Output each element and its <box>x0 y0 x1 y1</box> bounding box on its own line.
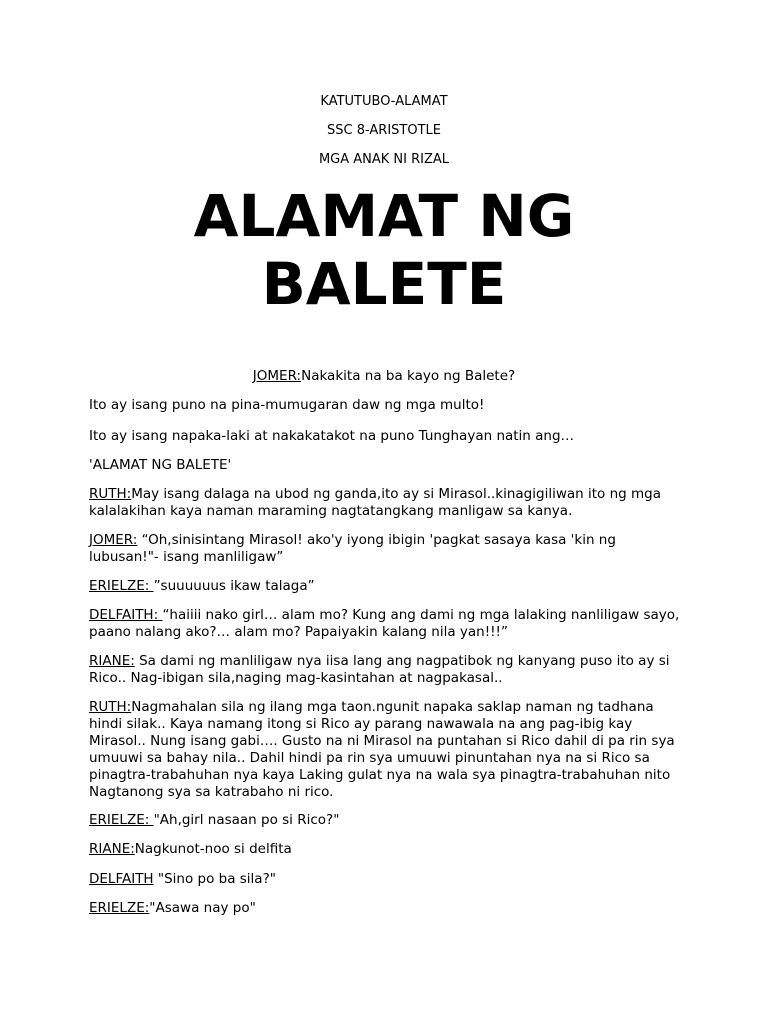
title-line-2: BALETE <box>261 250 507 318</box>
paragraph-4: 'ALAMAT NG BALETE' <box>89 457 232 473</box>
title-line-1: ALAMAT NG <box>193 182 575 250</box>
header-line-3: MGA ANAK NI RIZAL <box>318 152 450 167</box>
speaker-label: RIANE: <box>89 841 135 857</box>
paragraph-8 <box>89 607 689 641</box>
paragraph-text: Nagkunot-noo si delfita <box>134 841 292 857</box>
paragraph-text: "Asawa nay po" <box>149 900 256 916</box>
speaker-label: RIANE: <box>89 653 135 669</box>
paragraph-1 <box>0 368 768 385</box>
paragraph-text: Sa dami ng manliligaw nya iisa lang ang nagpatibok ng kanyang puso ito ay si Rico.. Nag-ibigan sila,naging mag-kasintahan at nagpakasal.. <box>89 653 670 686</box>
speaker-label: ERIELZE: <box>89 812 154 828</box>
paragraph-text: “haiiii nako girl… alam mo? Kung ang dami ng mga lalaking nanliligaw sayo, paano nalang ako?… alam mo? Papaiyakin kalang nila yan!!!” <box>89 607 680 640</box>
paragraph-14 <box>89 900 689 917</box>
speaker-label: DELFAITH <box>89 871 154 887</box>
paragraph-6 <box>89 532 689 566</box>
header-line-1: KATUTUBO-ALAMAT <box>320 94 448 109</box>
header-line-2: SSC 8-ARISTOTLE <box>327 123 441 138</box>
speaker-label: ERIELZE: <box>89 578 154 594</box>
paragraph-12 <box>89 841 689 858</box>
speaker-label: RUTH: <box>89 486 132 502</box>
paragraph-text: ”suuuuuus ikaw talaga” <box>153 578 315 594</box>
paragraph-10 <box>89 699 689 801</box>
paragraph-13 <box>89 871 689 888</box>
paragraph-11 <box>89 812 689 829</box>
paragraph-2: Ito ay isang puno na pina-mumugaran daw ng mga multo! <box>89 397 485 413</box>
paragraph-text: Nagmahalan sila ng ilang mga taon.ngunit napaka saklap naman ng tadhana hindi silak.. Kaya namang itong si Rico ay parang nawawala na ang pag-ibig kay Mirasol.. Nung isang gabi…. Gusto na ni Mirasol na puntahan si Rico dahil di pa rin sya umuuwi sa bahay nila.. Dahil hindi pa rin sya umuuwi pinuntahan nya na si Rico sa pinagtra-trabahuhan nya kaya Laking gulat nya na wala sya pinagtra-trabahuhan nito Nagtanong sya sa katrabaho ni rico. <box>89 699 675 800</box>
paragraph-text: Nakakita na ba kayo ng Balete? <box>301 368 516 384</box>
paragraph-text: "Sino po ba sila?" <box>153 871 276 887</box>
paragraph-text: "Ah,girl nasaan po si Rico?" <box>153 812 340 828</box>
paragraph-7 <box>89 578 689 595</box>
speaker-label: DELFAITH: <box>89 607 163 623</box>
speaker-label: JOMER: <box>89 532 138 548</box>
paragraph-9 <box>89 653 689 687</box>
paragraph-text: “Oh,sinisintang Mirasol! ako'y iyong ibigin 'pagkat sasaya kasa 'kin ng lubusan!"- isang manliligaw” <box>89 532 616 565</box>
speaker-label: ERIELZE: <box>89 900 150 916</box>
speaker-label: JOMER: <box>252 368 302 384</box>
document-title <box>0 182 768 318</box>
paragraph-text: May isang dalaga na ubod ng ganda,ito ay si Mirasol..kinagigiliwan ito ng mga kalalakihan kaya naman maraming nagtatangkang manligaw sa kanya. <box>89 486 661 519</box>
paragraph-3: Ito ay isang napaka-laki at nakakatakot na puno Tunghayan natin ang… <box>89 428 575 444</box>
paragraph-5 <box>89 486 689 520</box>
speaker-label: RUTH: <box>89 699 132 715</box>
